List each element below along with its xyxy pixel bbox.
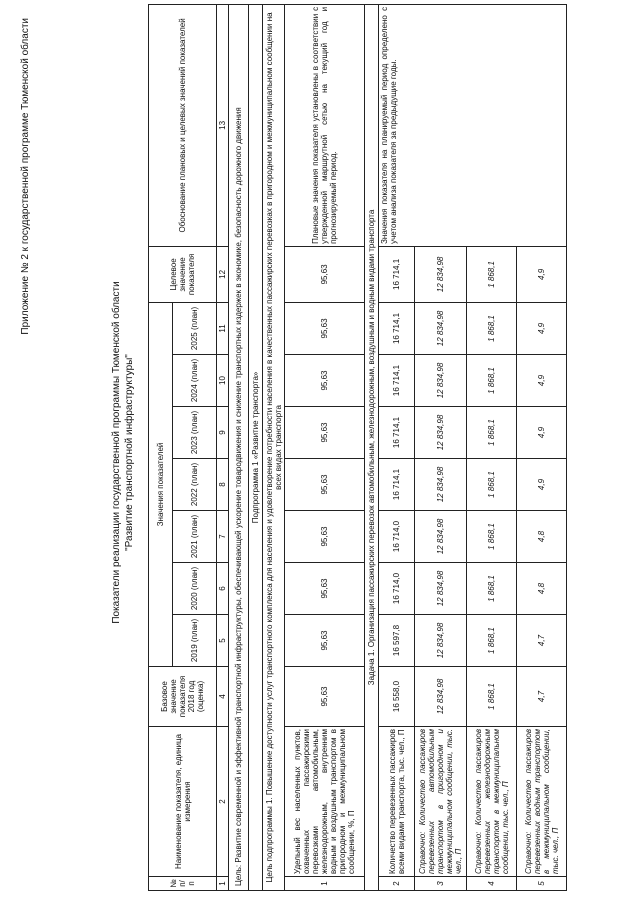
title-line-2: "Развитие транспортной инфраструктуры" [124,354,135,551]
year-header: 2020 (план) [173,563,217,615]
value-2021: 16 714,0 [379,511,415,563]
indicators-table [148,4,567,891]
col-index: 8 [217,459,229,511]
value-2022: 1 868,1 [467,459,517,511]
value-2025: 95,63 [285,302,365,354]
row-number: 3 [415,877,467,891]
value-2025: 16 714,1 [379,302,415,354]
table-row [285,4,365,890]
year-header: 2024 (план) [173,355,217,407]
value-2022: 95,63 [285,459,365,511]
value-2025: 12 834,98 [415,302,467,354]
value-2019: 16 597,8 [379,615,415,667]
value-2021: 12 834,98 [415,511,467,563]
subprogram-goal-row: Цель подпрограммы 1. Повышение доступности услуг транспортного комплекса для населения и удовлетворение потребности населения в качественных пассажирских перевозках в пригородном и межмуниципальном сообщении на всех видах транспорта [263,4,285,890]
indicator-name: Справочно: Количество пассажиров перевезенных водным транспортом в межмуниципальном сообщении, тыс. чел., П [517,727,567,877]
title-line-1: Показатели реализации государственной программы Тюменской области [111,281,122,624]
basis-text: Значения показателя на планируемый период определено с учетом анализа показателя за предыдущие годы. [379,4,567,246]
col-index: 5 [217,615,229,667]
target-value: 1 868,1 [467,246,517,302]
value-2023: 95,63 [285,407,365,459]
value-2020: 16 714,0 [379,563,415,615]
task-row: Задача 1. Организация пассажирских перевозок автомобильным, железнодорожным, воздушным и водным видами транспорта [365,4,379,890]
col-basis-header: Обоснование плановых и целевых значений показателей [149,4,217,246]
col-base-header: Базовое значение показателя 2018 год (оценка) [149,667,217,727]
col-values-header: Значения показателей [149,302,173,666]
value-2024: 16 714,1 [379,355,415,407]
base-value: 12 834,98 [415,667,467,727]
year-header: 2022 (план) [173,459,217,511]
row-number: 1 [285,877,365,891]
value-2019: 12 834,98 [415,615,467,667]
col-num-header: № п/п [149,877,217,891]
value-2020: 4,8 [517,563,567,615]
subprogram-row: Подпрограмма 1 «Развитие транспорта» [249,4,263,890]
col-index: 10 [217,355,229,407]
col-index: 12 [217,246,229,302]
base-value: 1 868,1 [467,667,517,727]
value-2021: 95,63 [285,511,365,563]
col-target-header: Целевое значение показателя [149,246,217,302]
base-value: 4,7 [517,667,567,727]
table-row [379,4,415,890]
col-index: 7 [217,511,229,563]
year-header: 2025 (план) [173,302,217,354]
value-2024: 4,9 [517,355,567,407]
value-2022: 4,9 [517,459,567,511]
goal-row: Цель: Развитие современной и эффективной транспортной инфраструктуры, обеспечивающей ускорение товародвижения и снижение транспортных издержек в экономике, безопасность дорожного движения [229,4,249,890]
indicator-name: Количество перевезенных пассажиров всеми видами транспорта, тыс. чел., П [379,727,415,877]
indicator-name: Удельный вес населенных пунктов, охваченных пассажирскими перевозками автомобильным, железнодорожным, внутренним водным и воздушным транспортом в пригородном и межмуниципальном сообщении, %, П [285,727,365,877]
basis-text: Плановые значения показателя установлены в соответствии с утвержденной маршрутной сетью на текущий год и прогнозируемый период. [285,4,365,246]
value-2023: 12 834,98 [415,407,467,459]
column-index-row [217,4,229,890]
row-number: 5 [517,877,567,891]
row-number: 4 [467,877,517,891]
target-value: 95,63 [285,246,365,302]
value-2023: 16 714,1 [379,407,415,459]
value-2019: 4,7 [517,615,567,667]
value-2019: 95,63 [285,615,365,667]
base-value: 16 558,0 [379,667,415,727]
col-index: 4 [217,667,229,727]
value-2020: 1 868,1 [467,563,517,615]
page-title [110,0,136,905]
year-header: 2019 (план) [173,615,217,667]
value-2021: 4,8 [517,511,567,563]
col-index: 1 [217,877,229,891]
row-number: 2 [379,877,415,891]
appendix-note: Приложение № 2 к государственной программе Тюменской области [20,18,31,335]
value-2025: 1 868,1 [467,302,517,354]
col-index: 9 [217,407,229,459]
col-index: 11 [217,302,229,354]
year-header: 2021 (план) [173,511,217,563]
base-value: 95,63 [285,667,365,727]
target-value: 16 714,1 [379,246,415,302]
col-index: 2 [217,727,229,877]
indicator-name: Справочно: Количество пассажиров перевезенных автомобильным транспортом в пригородном и межмуниципальном сообщении, тыс. чел., П [415,727,467,877]
value-2023: 4,9 [517,407,567,459]
value-2024: 12 834,98 [415,355,467,407]
indicator-name: Справочно: Количество пассажиров перевезенных железнодорожным транспортом в межмуниципальном сообщении, тыс. чел., П [467,727,517,877]
value-2024: 1 868,1 [467,355,517,407]
value-2020: 95,63 [285,563,365,615]
col-index: 6 [217,563,229,615]
value-2021: 1 868,1 [467,511,517,563]
col-index: 13 [217,4,229,246]
value-2023: 1 868,1 [467,407,517,459]
value-2022: 16 714,1 [379,459,415,511]
value-2024: 95,63 [285,355,365,407]
value-2022: 12 834,98 [415,459,467,511]
year-header: 2023 (план) [173,407,217,459]
value-2019: 1 868,1 [467,615,517,667]
target-value: 4,9 [517,246,567,302]
value-2025: 4,9 [517,302,567,354]
col-name-header: Наименование показателя, единица измерения [149,727,217,877]
target-value: 12 834,98 [415,246,467,302]
value-2020: 12 834,98 [415,563,467,615]
